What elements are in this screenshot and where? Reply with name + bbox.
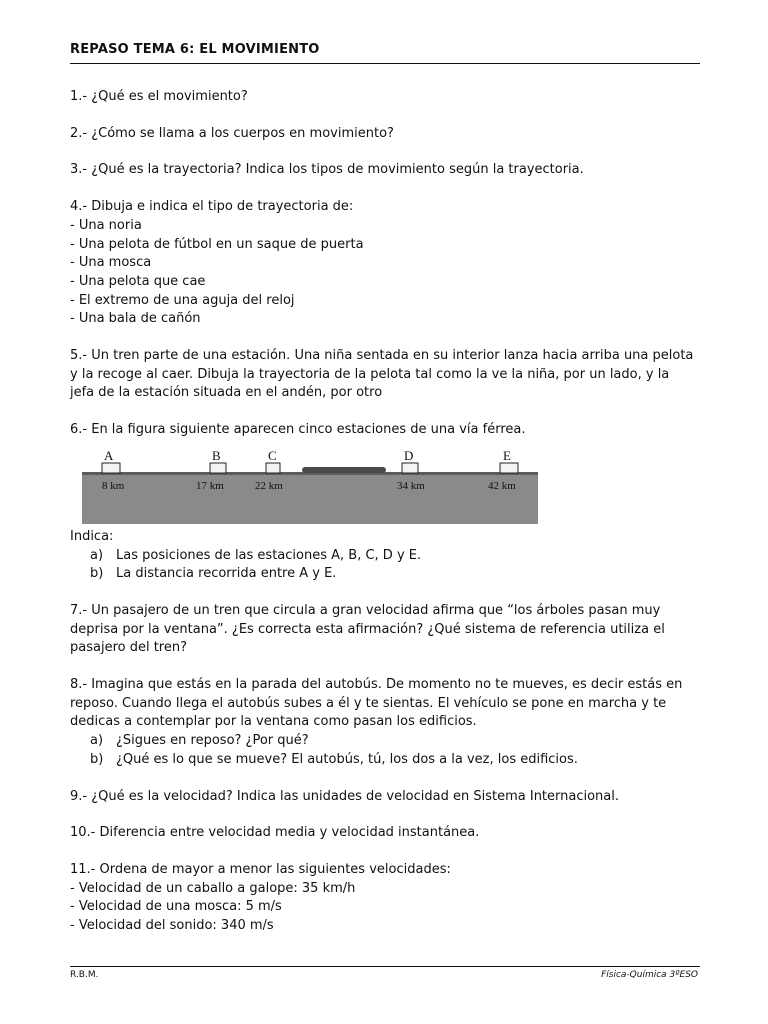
- question-line: 9.- ¿Qué es la velocidad? Indica las unidades de velocidad en Sistema Internacional.: [70, 788, 620, 804]
- question-line: dedicas a contemplar por la ventana como pasan los edificios.: [70, 714, 477, 730]
- question-9: [70, 788, 702, 807]
- question-line: 4.- Dibuja e indica el tipo de trayectoria de:: [70, 199, 354, 215]
- question-2: [70, 125, 702, 144]
- list-item: - Velocidad del sonido: 340 m/s: [70, 918, 274, 934]
- list-item: [70, 565, 702, 584]
- list-item: [70, 751, 702, 770]
- question-line: 7.- Un pasajero de un tren que circula a gran velocidad afirma que “los árboles pasan muy: [70, 602, 661, 618]
- question-11: [70, 861, 702, 936]
- list-item: - Una pelota de fútbol en un saque de puerta: [70, 236, 364, 252]
- header-rule: [70, 63, 700, 64]
- railway-diagram: [82, 446, 538, 524]
- question-line: reposo. Cuando llega el autobús subes a él y te sientas. El vehículo se pone en marcha y te: [70, 695, 667, 711]
- page-title: REPASO TEMA 6: EL MOVIMIENTO: [70, 42, 320, 57]
- station-label-b: B: [212, 447, 221, 463]
- item-text: Las posiciones de las estaciones A, B, C, D y E.: [116, 547, 422, 563]
- station-label-c: C: [268, 447, 277, 463]
- question-5: [70, 347, 702, 403]
- list-item: - El extremo de una aguja del reloj: [70, 292, 295, 308]
- footer-author: R.B.M.: [70, 970, 99, 980]
- list-item: - Velocidad de una mosca: 5 m/s: [70, 899, 282, 915]
- question-line: pasajero del tren?: [70, 640, 187, 656]
- question-list: [70, 88, 702, 954]
- item-text: La distancia recorrida entre A y E.: [116, 566, 337, 582]
- footer-rule: [70, 966, 700, 967]
- station-km-c: 22 km: [255, 479, 283, 492]
- question-10: [70, 824, 702, 843]
- question-line: 3.- ¿Qué es la trayectoria? Indica los tipos de movimiento según la trayectoria.: [70, 162, 584, 178]
- list-item: - Velocidad de un caballo a galope: 35 km/h: [70, 880, 356, 896]
- footer-subject: Física-Química 3ºESO: [601, 970, 698, 980]
- item-text: ¿Qué es lo que se mueve? El autobús, tú, los dos a la vez, los edificios.: [116, 751, 578, 767]
- item-label: a): [90, 547, 104, 563]
- question-line: jefa de la estación situada en el andén, por otro: [70, 385, 383, 401]
- question-line: y la recoge al caer. Dibuja la trayectoria de la pelota tal como la ve la niña, por un lado, y la: [70, 366, 670, 382]
- list-item: - Una mosca: [70, 255, 152, 271]
- station-km-e: 42 km: [488, 479, 516, 492]
- list-item: - Una bala de cañón: [70, 311, 201, 327]
- station-building-icon: [402, 463, 418, 473]
- question-line: 10.- Diferencia entre velocidad media y velocidad instantánea.: [70, 825, 480, 841]
- question-line: deprisa por la ventana”. ¿Es correcta esta afirmación? ¿Qué sistema de referencia utiliza el: [70, 621, 665, 637]
- station-label-a: A: [104, 447, 114, 463]
- item-label: b): [90, 751, 104, 767]
- list-item: - Una pelota que cae: [70, 273, 206, 289]
- list-item: [70, 732, 702, 751]
- list-item: - Una noria: [70, 217, 142, 233]
- station-building-icon: [102, 463, 120, 473]
- item-label: a): [90, 733, 104, 749]
- station-building-icon: [266, 463, 280, 473]
- item-text: ¿Sigues en reposo? ¿Por qué?: [116, 733, 309, 749]
- ground-band: [82, 472, 538, 524]
- item-label: b): [90, 566, 104, 582]
- question-7: [70, 602, 702, 658]
- station-km-b: 17 km: [196, 479, 224, 492]
- question-1: [70, 88, 702, 107]
- question-line: 11.- Ordena de mayor a menor las siguientes velocidades:: [70, 861, 451, 877]
- question-line: 6.- En la figura siguiente aparecen cinco estaciones de una vía férrea.: [70, 422, 526, 438]
- question-4: [70, 198, 702, 329]
- question-line: 2.- ¿Cómo se llama a los cuerpos en movimiento?: [70, 125, 394, 141]
- question-line: 1.- ¿Qué es el movimiento?: [70, 89, 248, 104]
- question-line: 8.- Imagina que estás en la parada del autobús. De momento no te mueves, es decir estás en: [70, 677, 683, 693]
- list-item: [70, 547, 702, 566]
- question-8: [70, 676, 702, 770]
- station-km-a: 8 km: [102, 479, 125, 492]
- station-label-e: E: [503, 447, 511, 463]
- railway-figure: [82, 446, 538, 524]
- train-icon: [302, 467, 386, 473]
- station-building-icon: [210, 463, 226, 473]
- station-building-icon: [500, 463, 518, 473]
- tasks-intro: Indica:: [70, 528, 114, 544]
- question-6: [70, 421, 702, 584]
- station-km-d: 34 km: [397, 479, 425, 492]
- question-line: 5.- Un tren parte de una estación. Una niña sentada en su interior lanza hacia arriba una pelota: [70, 348, 694, 364]
- station-label-d: D: [404, 447, 414, 463]
- question-3: [70, 161, 702, 180]
